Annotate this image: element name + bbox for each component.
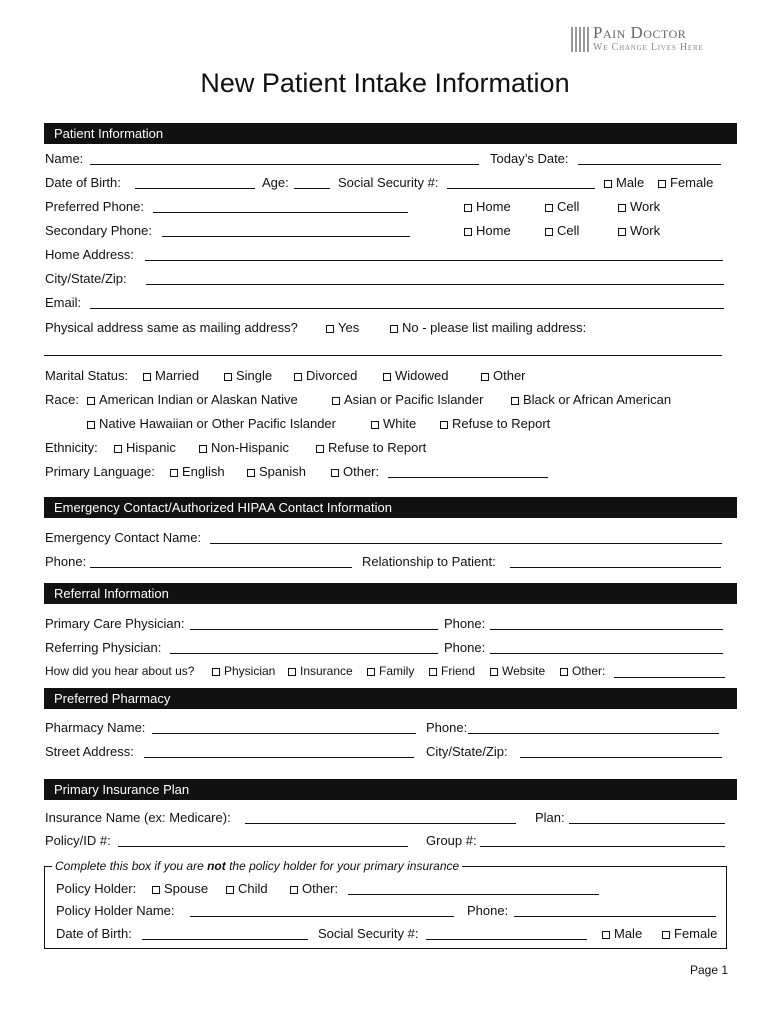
policy-holder-name-field[interactable] xyxy=(190,916,454,917)
language-other-checkbox[interactable]: Other: xyxy=(331,464,379,480)
checkbox-icon xyxy=(390,325,398,333)
todays-date-field[interactable] xyxy=(578,164,721,165)
hear-family-checkbox[interactable]: Family xyxy=(367,664,414,679)
email-field[interactable] xyxy=(90,308,724,309)
checkbox-icon xyxy=(545,204,553,212)
policy-id-label: Policy/ID #: xyxy=(45,833,111,848)
hear-friend-checkbox[interactable]: Friend xyxy=(429,664,475,679)
race-label: Race: xyxy=(45,392,79,407)
insurance-name-field[interactable] xyxy=(245,823,516,824)
holder-dob-field[interactable] xyxy=(142,939,308,940)
name-field[interactable] xyxy=(90,164,479,165)
checkbox-icon xyxy=(658,180,666,188)
checkbox-icon xyxy=(511,397,519,405)
dob-field[interactable] xyxy=(135,188,255,189)
checkbox-icon xyxy=(326,325,334,333)
secondary-phone-field[interactable] xyxy=(162,236,410,237)
holder-male-checkbox[interactable]: Male xyxy=(602,926,642,942)
checkbox-icon xyxy=(288,668,296,676)
checkbox-icon xyxy=(560,668,568,676)
section-patient-information: Patient Information xyxy=(44,123,737,144)
non-hispanic-checkbox[interactable]: Non-Hispanic xyxy=(199,440,289,456)
section-preferred-pharmacy: Preferred Pharmacy xyxy=(44,688,737,709)
marital-other-checkbox[interactable]: Other xyxy=(481,368,526,384)
language-other-field[interactable] xyxy=(388,477,548,478)
preferred-home-checkbox[interactable]: Home xyxy=(464,199,511,215)
home-address-label: Home Address: xyxy=(45,247,134,262)
holder-dob-label: Date of Birth: xyxy=(56,926,132,941)
checkbox-icon xyxy=(87,397,95,405)
secondary-phone-label: Secondary Phone: xyxy=(45,223,152,238)
checkbox-icon xyxy=(332,397,340,405)
checkbox-icon xyxy=(383,373,391,381)
checkbox-icon xyxy=(290,886,298,894)
checkbox-icon xyxy=(604,180,612,188)
holder-phone-field[interactable] xyxy=(514,916,716,917)
hear-other-field[interactable] xyxy=(614,677,725,678)
how-hear-label: How did you hear about us? xyxy=(45,664,195,678)
secondary-home-checkbox[interactable]: Home xyxy=(464,223,511,239)
checkbox-icon xyxy=(199,445,207,453)
checkbox-icon xyxy=(152,886,160,894)
race-black-checkbox[interactable]: Black or African American xyxy=(511,392,671,408)
pharmacy-name-field[interactable] xyxy=(152,733,416,734)
pharmacy-street-field[interactable] xyxy=(144,757,414,758)
pcp-label: Primary Care Physician: xyxy=(45,616,185,631)
hear-other-checkbox[interactable]: Other: xyxy=(560,664,605,679)
spanish-checkbox[interactable]: Spanish xyxy=(247,464,306,480)
pcp-field[interactable] xyxy=(190,629,438,630)
policy-id-field[interactable] xyxy=(118,846,408,847)
hear-insurance-checkbox[interactable]: Insurance xyxy=(288,664,353,679)
city-state-zip-label: City/State/Zip: xyxy=(45,271,127,286)
holder-spouse-checkbox[interactable]: Spouse xyxy=(152,881,208,897)
race-nhpi-checkbox[interactable]: Native Hawaiian or Other Pacific Islander xyxy=(87,416,336,432)
checkbox-icon xyxy=(545,228,553,236)
ssn-label: Social Security #: xyxy=(338,175,439,190)
checkbox-icon xyxy=(602,931,610,939)
relationship-label: Relationship to Patient: xyxy=(362,554,496,569)
checkbox-icon xyxy=(367,668,375,676)
city-state-zip-field[interactable] xyxy=(146,284,724,285)
holder-ssn-label: Social Security #: xyxy=(318,926,419,941)
referring-phone-field[interactable] xyxy=(490,653,723,654)
holder-phone-label: Phone: xyxy=(467,903,509,918)
referring-phone-label: Phone: xyxy=(444,640,486,655)
checkbox-icon xyxy=(618,228,626,236)
checkbox-icon xyxy=(618,204,626,212)
widowed-checkbox[interactable]: Widowed xyxy=(383,368,448,384)
emergency-phone-field[interactable] xyxy=(90,567,352,568)
section-emergency-contact: Emergency Contact/Authorized HIPAA Contact Information xyxy=(44,497,737,518)
secondary-cell-checkbox[interactable]: Cell xyxy=(545,223,579,239)
checkbox-icon xyxy=(490,668,498,676)
policy-holder-box-label: Complete this box if you are not the policy holder for your primary insurance xyxy=(52,859,462,873)
pcp-phone-label: Phone: xyxy=(444,616,486,631)
holder-ssn-field[interactable] xyxy=(426,939,587,940)
policy-holder-name-label: Policy Holder Name: xyxy=(56,903,175,918)
pharmacy-phone-field[interactable] xyxy=(468,733,719,734)
checkbox-icon xyxy=(224,373,232,381)
home-address-field[interactable] xyxy=(145,260,723,261)
hear-physician-checkbox[interactable]: Physician xyxy=(212,664,275,679)
race-aian-checkbox[interactable]: American Indian or Alaskan Native xyxy=(87,392,298,408)
logo-tagline: We Change Lives Here xyxy=(593,42,704,53)
pharmacy-city-label: City/State/Zip: xyxy=(426,744,508,759)
policy-holder-label: Policy Holder: xyxy=(56,881,137,896)
checkbox-icon xyxy=(316,445,324,453)
preferred-phone-field[interactable] xyxy=(153,212,408,213)
insurance-name-label: Insurance Name (ex: Medicare): xyxy=(45,810,231,825)
checkbox-icon xyxy=(464,228,472,236)
checkbox-icon xyxy=(87,421,95,429)
race-white-checkbox[interactable]: White xyxy=(371,416,416,432)
marital-status-label: Marital Status: xyxy=(45,368,129,383)
referring-physician-label: Referring Physician: xyxy=(45,640,162,655)
age-field[interactable] xyxy=(294,188,330,189)
group-field[interactable] xyxy=(480,846,725,847)
mailing-address-field[interactable] xyxy=(44,355,722,356)
ssn-field[interactable] xyxy=(447,188,595,189)
pharmacy-phone-label: Phone: xyxy=(426,720,468,735)
hear-website-checkbox[interactable]: Website xyxy=(490,664,545,679)
secondary-work-checkbox[interactable]: Work xyxy=(618,223,660,239)
logo-name: Pain Doctor xyxy=(593,23,687,42)
divorced-checkbox[interactable]: Divorced xyxy=(294,368,357,384)
holder-female-checkbox[interactable]: Female xyxy=(662,926,717,942)
physical-no-checkbox[interactable]: No - please list mailing address: xyxy=(390,320,586,336)
email-label: Email: xyxy=(45,295,82,310)
checkbox-icon xyxy=(212,668,220,676)
preferred-phone-label: Preferred Phone: xyxy=(45,199,145,214)
single-checkbox[interactable]: Single xyxy=(224,368,272,384)
race-refuse-checkbox[interactable]: Refuse to Report xyxy=(440,416,550,432)
dob-label: Date of Birth: xyxy=(45,175,121,190)
plan-label: Plan: xyxy=(535,810,565,825)
section-referral-information: Referral Information xyxy=(44,583,737,604)
primary-language-label: Primary Language: xyxy=(45,464,155,479)
holder-child-checkbox[interactable]: Child xyxy=(226,881,268,897)
pcp-phone-field[interactable] xyxy=(490,629,723,630)
section-primary-insurance: Primary Insurance Plan xyxy=(44,779,737,800)
page-title: New Patient Intake Information xyxy=(200,68,570,98)
checkbox-icon xyxy=(464,204,472,212)
holder-other-checkbox[interactable]: Other: xyxy=(290,881,338,897)
physical-yes-checkbox[interactable]: Yes xyxy=(326,320,359,336)
checkbox-icon xyxy=(114,445,122,453)
female-checkbox[interactable]: Female xyxy=(658,175,713,191)
ethnicity-label: Ethnicity: xyxy=(45,440,98,455)
preferred-work-checkbox[interactable]: Work xyxy=(618,199,660,215)
checkbox-icon xyxy=(226,886,234,894)
checkbox-icon xyxy=(143,373,151,381)
todays-date-label: Today’s Date: xyxy=(490,151,569,166)
age-label: Age: xyxy=(262,175,289,190)
checkbox-icon xyxy=(331,469,339,477)
name-label: Name: xyxy=(45,151,84,166)
checkbox-icon xyxy=(481,373,489,381)
page-number: Page 1 xyxy=(690,963,729,977)
race-asian-checkbox[interactable]: Asian or Pacific Islander xyxy=(332,392,483,408)
relationship-field[interactable] xyxy=(510,567,721,568)
logo-mark-icon xyxy=(571,27,591,52)
emergency-contact-name-field[interactable] xyxy=(210,543,722,544)
plan-field[interactable] xyxy=(569,823,725,824)
emergency-phone-label: Phone: xyxy=(45,554,87,569)
holder-other-field[interactable] xyxy=(348,894,599,895)
hispanic-checkbox[interactable]: Hispanic xyxy=(114,440,176,456)
checkbox-icon xyxy=(247,469,255,477)
physical-address-question: Physical address same as mailing address? xyxy=(45,320,298,335)
pharmacy-city-field[interactable] xyxy=(520,757,722,758)
male-checkbox[interactable]: Male xyxy=(604,175,644,191)
checkbox-icon xyxy=(662,931,670,939)
referring-physician-field[interactable] xyxy=(170,653,438,654)
checkbox-icon xyxy=(429,668,437,676)
checkbox-icon xyxy=(440,421,448,429)
pharmacy-name-label: Pharmacy Name: xyxy=(45,720,146,735)
ethnicity-refuse-checkbox[interactable]: Refuse to Report xyxy=(316,440,426,456)
preferred-cell-checkbox[interactable]: Cell xyxy=(545,199,579,215)
checkbox-icon xyxy=(170,469,178,477)
group-label: Group #: xyxy=(426,833,477,848)
checkbox-icon xyxy=(371,421,379,429)
pharmacy-street-label: Street Address: xyxy=(45,744,134,759)
english-checkbox[interactable]: English xyxy=(170,464,225,480)
checkbox-icon xyxy=(294,373,302,381)
married-checkbox[interactable]: Married xyxy=(143,368,199,384)
emergency-contact-name-label: Emergency Contact Name: xyxy=(45,530,202,545)
